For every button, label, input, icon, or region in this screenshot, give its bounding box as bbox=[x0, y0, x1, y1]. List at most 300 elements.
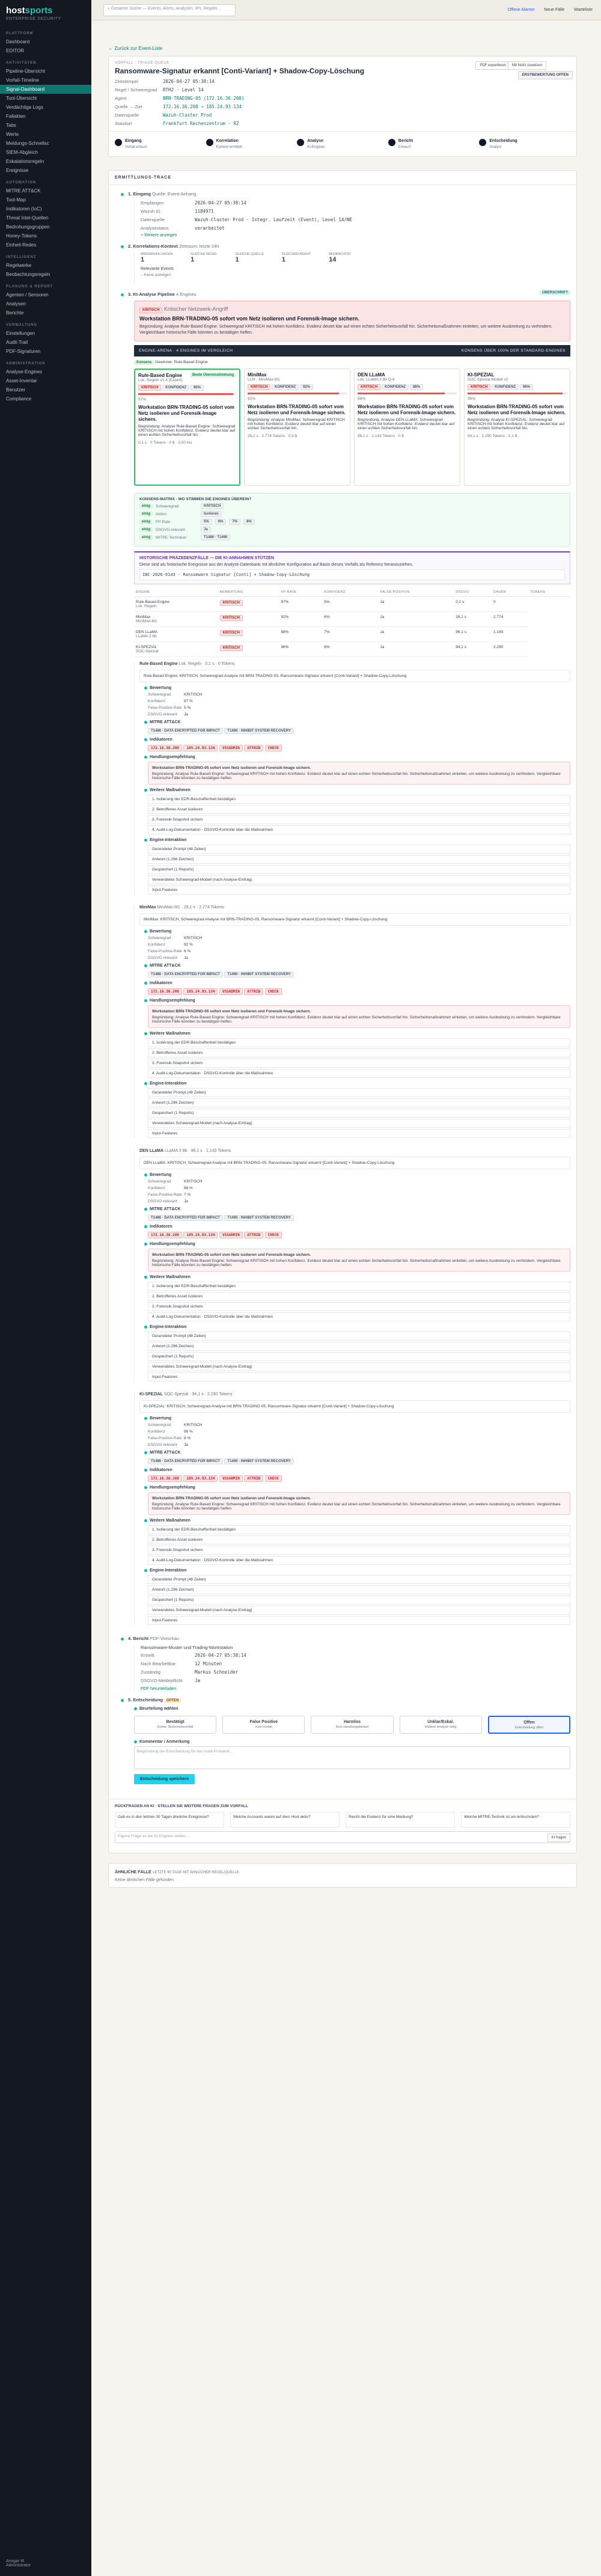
app-logo[interactable]: hostsports bbox=[6, 5, 53, 16]
interaction-item[interactable]: Input-Features bbox=[148, 1372, 570, 1381]
table-header: TOKENS bbox=[528, 588, 570, 597]
sidebar-item[interactable]: Indikatoren (IoC) bbox=[6, 206, 42, 212]
assign-button[interactable]: Mit Notiz zuweisen bbox=[508, 61, 546, 70]
mitre-tag[interactable]: T1490 · INHIBIT SYSTEM RECOVERY bbox=[224, 1215, 293, 1221]
sidebar-item[interactable]: PDF-Signaturen bbox=[6, 349, 41, 354]
measure-item: 3. Forensik-Snapshot sichern bbox=[148, 1059, 570, 1068]
consensus-row: einig Schweregrad KRITISCH bbox=[139, 503, 565, 509]
table-row[interactable]: DEN LLaMA LLaMA 3 8b KRITISCH 88% 7% Ja 96,1 s 1.143 bbox=[134, 627, 570, 642]
top-link-waitlist[interactable]: Warteliste bbox=[574, 8, 593, 12]
measures-list bbox=[148, 1525, 570, 1565]
section-interaktion: Engine-Interaktion bbox=[144, 1081, 570, 1086]
interaction-item[interactable]: Gespeichert (1 Reports) bbox=[148, 1352, 570, 1361]
confidence-bar bbox=[358, 393, 457, 394]
indicator-tag[interactable]: ATTRIB bbox=[244, 988, 263, 995]
indicator-tag[interactable]: ATTRIB bbox=[244, 1232, 263, 1238]
top-link-cases[interactable]: Neue Fälle bbox=[544, 8, 565, 12]
current-user[interactable]: Ansgar M. Administrator bbox=[6, 2559, 31, 2568]
table-header: KONFIDENZ bbox=[322, 588, 378, 597]
indicator-tag[interactable]: ATTRIB bbox=[244, 745, 263, 751]
engine-detail bbox=[134, 905, 570, 1138]
section-massnahmen: Weitere Maßnahmen bbox=[144, 1032, 570, 1036]
precedent-box: HISTORISCHE PRÄZEDENZFÄLLE — DIE KI-ANNAHMEN STÜTZEN Diese sind als historische Ereignisse aus der Analyse-Datenbank mit ähnlicher Konfiguration auf Basis dieses Vorfalls als Referenz heranzuziehen. INC-2026-0143 · Ransomware Signatur [Conti] + Shadow-Copy-Löschung bbox=[134, 551, 570, 584]
sidebar-item[interactable]: Einheit-Redes bbox=[6, 242, 37, 248]
step-sub: KI-Engines bbox=[307, 145, 325, 149]
sidebar-section-title: ADMINISTRATION bbox=[6, 362, 46, 366]
interaction-item[interactable]: Verwendetes Schweregrad-Modell (nach Analyse-Eintrag) bbox=[148, 1119, 570, 1128]
recommendation-box: Workstation BRN-TRADING-05 sofort vom Netz isolieren und Forensik-Image sichern. Begründung: Analyse Rule-Based Engine: Schweregrad KRITISCH mit hohen Konfidenz. Evidenz deutet klar auf einen echten Sicherheitsvorfall hin. Sicherheitsmaßnahmen einleiten, um weitere Ausbreitung zu verhindern. Vergleichbare historische Fälle könnten zu bestätigen helfen. bbox=[148, 1005, 570, 1028]
recommendation-box: Workstation BRN-TRADING-05 sofort vom Netz isolieren und Forensik-Image sichern. Begründung: Analyse Rule-Based Engine: Schweregrad KRITISCH mit hohen Konfidenz. Evidenz deutet klar auf einen echten Sicherheitsvorfall hin. Sicherheitsmaßnahmen einleiten, um weitere Ausbreitung zu verhindern. Vergleichbare historische Fälle könnten zu bestätigen helfen. bbox=[148, 762, 570, 785]
field-value: 2026-04-27 05:38:14 bbox=[163, 79, 215, 84]
engine-quote: KI-SPEZIAL: KRITISCH, Schweregrad-Analyse mit BRN-TRADING-05. Ransomware-Signatur erkannt [Conti-Variant] + Shadow-Copy-Löschung bbox=[139, 1400, 570, 1413]
sidebar-item[interactable]: Compliance bbox=[6, 396, 32, 402]
indicator-tag[interactable]: CHECK bbox=[265, 1475, 282, 1482]
comment-textarea[interactable]: Begründung der Entscheidung für das Audit-Protokoll… bbox=[134, 1746, 570, 1769]
section-handlung: Handlungsempfehlung bbox=[144, 999, 570, 1003]
engine-tag: KONFIDENZ bbox=[272, 384, 299, 390]
sidebar-item[interactable]: Tool-Übersicht bbox=[6, 96, 37, 101]
sidebar-item[interactable]: Pipeline-Übersicht bbox=[6, 69, 45, 74]
field-label: Zeitstempel bbox=[115, 79, 138, 84]
engine-tag: 92% bbox=[300, 384, 313, 390]
table-header: DSGVO bbox=[454, 588, 492, 597]
workflow-step[interactable] bbox=[115, 139, 206, 149]
top-link-alarms[interactable]: Offene Alarme bbox=[507, 8, 535, 12]
sidebar-item[interactable]: Meldungs-Schnellsc bbox=[6, 141, 49, 146]
recommendation-banner: KRITISCH Kritischer Netzwerk-Angriff Workstation BRN-TRADING-05 sofort vom Netz isolieren und Forensik-Image sichern. Begründung: Analyse Rule-Based Engine: Schweregrad KRITISCH mit hohen Konfidenz. Evidenz deutet klar auf einen echten Sicherheitsvorfall hin. Sicherheitsmaßnahmen einleiten, um weitere Ausbreitung zu verhindern. Vergleichbare historische Fälle könnten zu bestätigen helfen. bbox=[134, 301, 570, 341]
engine-card[interactable] bbox=[464, 369, 570, 486]
field-label: Regel / Schweregrad bbox=[115, 87, 157, 93]
interaction-item[interactable]: Input-Features bbox=[148, 1616, 570, 1625]
indicator-tag[interactable]: VSSADMIN bbox=[219, 988, 243, 995]
step-label: Entscheidung bbox=[489, 139, 517, 143]
engine-reason: Begründung: Analyse KI-SPEZIAL: Schweregrad KRITISCH mit hohen Konfidenz. Evidenz deutet klar auf einen echten Sicherheitsvorfall hin. bbox=[468, 418, 565, 430]
confidence-bar bbox=[138, 393, 236, 395]
section-mitre: MITRE ATT&CK bbox=[144, 964, 570, 968]
measure-item: 4. Audit-Log-Dokumentation · DSGVO-Kontrolle über die Maßnahmen bbox=[148, 825, 570, 834]
section-interaktion: Engine-Interaktion bbox=[144, 1325, 570, 1329]
field-value[interactable]: 172.16.36.208 → 185.24.93.134 bbox=[163, 104, 242, 109]
measure-item: 2. Betroffenes Asset isolieren bbox=[148, 1048, 570, 1057]
sidebar-section-title: PLANUNG & REPORT bbox=[6, 285, 53, 289]
indicator-tag[interactable]: 172.16.36.208 bbox=[148, 1232, 182, 1238]
measure-item: 2. Betroffenes Asset isolieren bbox=[148, 805, 570, 814]
korrelation-stat: BEOBACHTET 14 bbox=[329, 252, 352, 263]
sidebar-item[interactable]: Agenten / Sensoren bbox=[6, 292, 49, 298]
sidebar-item[interactable]: Ereignisse bbox=[6, 168, 29, 173]
comment-label: Kommentar / Anmerkung bbox=[134, 1740, 570, 1744]
bewertung-grid: Schweregrad KRITISCH Konfidenz 96 % False-Positive-Rate 8 % DSGVO-relevant Ja bbox=[148, 1423, 203, 1447]
indicator-tag[interactable]: VSSADMIN bbox=[219, 1475, 243, 1482]
engine-pct: 88% bbox=[358, 397, 366, 401]
engine-quote: DEN LLaMA: KRITISCH, Schweregrad-Analyse mit BRN-TRADING-05. Ransomware-Signatur erkannt [Conti-Variant] + Shadow-Copy-Löschung bbox=[139, 1157, 570, 1169]
mitre-tag[interactable]: T1490 · INHIBIT SYSTEM RECOVERY bbox=[224, 971, 293, 977]
confidence-bar bbox=[248, 393, 347, 394]
measure-item: 1. Isolierung der EDR-Beschaffenheit bestätigen bbox=[148, 795, 570, 804]
engine-card[interactable] bbox=[134, 369, 240, 486]
app-tagline: ENTERPRISE SECURITY bbox=[6, 17, 61, 21]
incident-header-card bbox=[108, 56, 577, 157]
recommendation-box: Workstation BRN-TRADING-05 sofort vom Netz isolieren und Forensik-Image sichern. Begründung: Analyse Rule-Based Engine: Schweregrad KRITISCH mit hohen Konfidenz. Evidenz deutet klar auf einen echten Sicherheitsvorfall hin. Sicherheitsmaßnahmen einleiten, um weitere Ausbreitung zu verhindern. Vergleichbare historische Fälle könnten zu bestätigen helfen. bbox=[148, 1492, 570, 1515]
step-label: Korrelation bbox=[216, 139, 239, 143]
field-label: Empfangen bbox=[141, 200, 164, 206]
sidebar-item[interactable]: Verdächtige Logs bbox=[6, 105, 43, 110]
workflow-step[interactable] bbox=[297, 139, 388, 149]
bewertung-grid: Schweregrad KRITISCH Konfidenz 92 % False-Positive-Rate 6 % DSGVO-relevant Ja bbox=[148, 936, 203, 960]
trace-eingang[interactable]: 1. Eingang Quelle: Event-Anhang bbox=[121, 191, 570, 197]
indicator-tag[interactable]: 172.16.36.208 bbox=[148, 1475, 182, 1482]
sidebar-item[interactable]: MITRE ATT&CK bbox=[6, 188, 41, 194]
indicator-tag[interactable]: ATTRIB bbox=[244, 1475, 263, 1482]
search-icon: ⌕ bbox=[108, 7, 111, 11]
indicator-tag[interactable]: 172.16.36.208 bbox=[148, 745, 182, 751]
field-label: Erstellt bbox=[141, 1653, 154, 1658]
field-label: Standort bbox=[115, 121, 132, 126]
engine-detail-header[interactable]: MiniMax MiniMax-M1 · 28,1 s · 2.774 Tokens bbox=[139, 905, 224, 910]
breadcrumb: VORFALL · TRIAGE-QUEUE bbox=[115, 61, 169, 65]
followup-suggestion[interactable]: Gab es in den letzten 30 Tagen ähnliche Ereignisse? bbox=[115, 1812, 224, 1828]
table-header: FP-RATE bbox=[279, 588, 322, 597]
sidebar-item[interactable]: Fallakten bbox=[6, 114, 26, 119]
workflow-step[interactable] bbox=[206, 139, 297, 149]
field-value: 12 Minuten bbox=[195, 1661, 222, 1666]
sidebar-item[interactable]: Vorfall-Timeline bbox=[6, 78, 39, 83]
interaction-item[interactable]: Gesendeter Prompt (48 Zeilen) bbox=[148, 1332, 570, 1341]
ask-ai-button[interactable]: KI fragen bbox=[548, 1834, 570, 1842]
global-search-input[interactable]: ⌕ Gesamte Suche — Events, Alerts, Analysen, IPs, Regeln… bbox=[103, 4, 236, 16]
interaction-item[interactable]: Antwort (1.296 Zeichen) bbox=[148, 855, 570, 864]
trace-korrelation[interactable]: 2. Korrelations-Kontext Zeitraum: letzte 24h bbox=[121, 243, 570, 249]
engine-tag: KRITISCH bbox=[248, 384, 270, 390]
workflow-stepper bbox=[109, 131, 576, 156]
section-bewertung: Bewertung bbox=[144, 1173, 570, 1177]
mitre-tag[interactable]: T1490 · INHIBIT SYSTEM RECOVERY bbox=[224, 728, 293, 734]
interaction-item[interactable]: Input-Features bbox=[148, 1129, 570, 1138]
measure-item: 1. Isolierung der EDR-Beschaffenheit bestätigen bbox=[148, 1525, 570, 1534]
field-value: 2026-04-27 05:38:14 bbox=[195, 200, 246, 206]
decision-options bbox=[134, 1716, 570, 1734]
field-value: Ja bbox=[195, 1678, 201, 1683]
indicator-tag[interactable]: VSSADMIN bbox=[219, 745, 243, 751]
engine-arena-bar: ENGINE-ARENA · 4 ENGINES IM VERGLEICH KONSENS ÜBER 100% DER STANDARD-ENGINES bbox=[134, 345, 570, 356]
indicator-tag[interactable]: VSSADMIN bbox=[219, 1232, 243, 1238]
interaction-item[interactable]: Antwort (1.296 Zeichen) bbox=[148, 1342, 570, 1351]
sidebar-item[interactable]: Tabs bbox=[6, 123, 16, 128]
mitre-tag[interactable]: T1486 · DATA ENCRYPTED FOR IMPACT bbox=[148, 971, 223, 977]
sidebar-item[interactable]: Werte bbox=[6, 132, 19, 137]
engine-detail bbox=[134, 1392, 570, 1625]
field-label: Quelle → Ziel bbox=[115, 104, 142, 109]
engine-tag: KRITISCH bbox=[138, 385, 161, 391]
trace-entscheidung[interactable]: 5. Entscheidung OFFEN bbox=[121, 1697, 570, 1703]
consensus-row: einig DSGVO-relevant Ja bbox=[139, 527, 565, 533]
interaction-item[interactable]: Gespeichert (1 Reports) bbox=[148, 1109, 570, 1118]
section-indikatoren: Indikatoren bbox=[144, 1225, 570, 1229]
followup-suggestion[interactable]: Welche Accounts waren auf dem Host aktiv? bbox=[230, 1812, 340, 1828]
step-dot bbox=[479, 139, 486, 146]
engine-detail bbox=[134, 662, 570, 895]
field-label: Datenquelle bbox=[141, 217, 165, 222]
sidebar-section-title: VERWALTUNG bbox=[6, 323, 38, 327]
measures-list bbox=[148, 795, 570, 834]
pdf-download-link[interactable]: PDF herunterladen bbox=[141, 1687, 177, 1691]
engine-sub: SOC-Spezial-Modell v2 bbox=[468, 378, 508, 382]
field-value: 2026-04-27 05:38:14 bbox=[195, 1653, 246, 1658]
interaction-item[interactable]: Gesendeter Prompt (48 Zeilen) bbox=[148, 1088, 570, 1097]
interaction-list bbox=[148, 1332, 570, 1381]
field-label: Agent bbox=[115, 96, 127, 101]
recommendation-box: Workstation BRN-TRADING-05 sofort vom Netz isolieren und Forensik-Image sichern. Begründung: Analyse Rule-Based Engine: Schweregrad KRITISCH mit hohen Konfidenz. Evidenz deutet klar auf einen echten Sicherheitsvorfall hin. Sicherheitsmaßnahmen einleiten, um weitere Ausbreitung zu verhindern. Vergleichbare historische Fälle könnten zu bestätigen helfen. bbox=[148, 1249, 570, 1271]
engine-sub: Lok. LLaMA 3 8b Q-4 bbox=[358, 378, 395, 382]
sidebar-item[interactable]: Bedrohungsgruppen bbox=[6, 224, 50, 230]
step-dot bbox=[297, 139, 304, 146]
consensus-row: einig FP-Rate 5% 6% 7% 8% bbox=[139, 519, 565, 525]
engine-tag: KONFIDENZ bbox=[382, 384, 409, 390]
indicator-tag[interactable]: 185.24.93.134 bbox=[183, 988, 218, 995]
indicator-tag[interactable]: 185.24.93.134 bbox=[183, 745, 218, 751]
section-mitre: MITRE ATT&CK bbox=[144, 720, 570, 724]
sidebar-item[interactable]: Honey-Tokens bbox=[6, 233, 37, 239]
measure-item: 4. Audit-Log-Dokumentation · DSGVO-Kontrolle über die Maßnahmen bbox=[148, 1312, 570, 1321]
main-content bbox=[91, 20, 601, 1888]
measure-item: 1. Isolierung der EDR-Beschaffenheit bestätigen bbox=[148, 1282, 570, 1291]
measure-item: 4. Audit-Log-Dokumentation · DSGVO-Kontrolle über die Maßnahmen bbox=[148, 1556, 570, 1565]
table-row[interactable]: Rule-Based Engine Lok. Regeln KRITISCH 97% 5% Ja 0,1 s 0 bbox=[134, 597, 570, 612]
sidebar-item[interactable]: Analyse-Engines bbox=[6, 369, 43, 375]
bewertung-grid: Schweregrad KRITISCH Konfidenz 88 % False-Positive-Rate 7 % DSGVO-relevant Ja bbox=[148, 1179, 203, 1204]
korrelation-stat: GLEICHE REGEL 1 bbox=[191, 252, 218, 263]
section-handlung: Handlungsempfehlung bbox=[144, 1485, 570, 1490]
interaction-item[interactable]: Gesendeter Prompt (48 Zeilen) bbox=[148, 845, 570, 854]
workflow-step[interactable] bbox=[479, 139, 570, 149]
engine-reason: Begründung: Analyse MiniMax: Schweregrad KRITISCH mit hohen Konfidenz. Evidenz deutet klar auf einen echten Sicherheitsvorfall hin. bbox=[248, 418, 345, 430]
consensus-row: einig MITRE-Techniken T1486 · T1490 bbox=[139, 534, 565, 540]
engine-detail-header[interactable]: Rule-Based Engine Lok. Regeln · 0,1 s · 0 Tokens bbox=[139, 662, 235, 666]
sidebar-item[interactable]: Benutzer bbox=[6, 387, 26, 393]
field-value[interactable]: BRN-TRADING-05 (172.16.36.208) bbox=[163, 96, 245, 101]
sidebar-item[interactable]: Asset-Inventar bbox=[6, 378, 37, 384]
sidebar-section-title: AKTIVITÄTEN bbox=[6, 61, 37, 65]
back-link[interactable]: ← Zurück zur Event-Liste bbox=[108, 46, 163, 51]
decision-option[interactable]: Offen Entscheidung offen bbox=[488, 1716, 570, 1734]
field-value: RTH2 · Level 14 bbox=[163, 87, 204, 93]
engine-reason: Begründung: Analyse DEN LLaMA: Schweregrad KRITISCH mit hohen Konfidenz. Evidenz deutet klar auf einen echten Sicherheitsvorfall hin. bbox=[358, 418, 455, 430]
sidebar-item[interactable]: Beobachtungsregeln bbox=[6, 272, 50, 277]
table-row[interactable]: MiniMax MiniMax-M1 KRITISCH 92% 6% Ja 28,1 s 2.774 bbox=[134, 612, 570, 627]
mitre-tag[interactable]: T1486 · DATA ENCRYPTED FOR IMPACT bbox=[148, 1458, 223, 1464]
engine-footer: 0,1 s · 0 Tokens · 0 $ · 0,00 ms bbox=[138, 441, 192, 445]
interaction-item[interactable]: Gespeichert (1 Reports) bbox=[148, 1595, 570, 1605]
sidebar-item[interactable]: Threat Intel-Quellen bbox=[6, 215, 49, 221]
sidebar-item[interactable]: Audit-Trail bbox=[6, 340, 28, 345]
field-value: 1184971 bbox=[195, 209, 214, 214]
measures-list bbox=[148, 1282, 570, 1321]
trace-ki-analyse[interactable]: 3. KI-Analyse Pipeline 4 Engines ÜBERSCHRIFT bbox=[121, 292, 570, 297]
measures-list bbox=[148, 1038, 570, 1078]
consensus-matrix: KONSENS-MATRIX · WO STIMMEN DIE ENGINES ÜBEREIN? einig Schweregrad KRITISCH einig Aktion Isolieren einig FP-Rate 5% 6% 7% 8% einig DSGVO-relevant Ja einig MITRE-Techniken T1486 · T1490 bbox=[134, 493, 570, 546]
sidebar-item[interactable]: Eskalationsregeln bbox=[6, 159, 44, 164]
interaction-item[interactable]: Antwort (1.296 Zeichen) bbox=[148, 1098, 570, 1107]
korrelation-stat: GLEICHER AGENT 1 bbox=[281, 252, 311, 263]
section-interaktion: Engine-Interaktion bbox=[144, 1568, 570, 1573]
sidebar-item[interactable]: Berichte bbox=[6, 310, 24, 316]
section-massnahmen: Weitere Maßnahmen bbox=[144, 788, 570, 792]
engine-tag: 96% bbox=[520, 384, 533, 390]
step-label: Analyse bbox=[307, 139, 324, 143]
sidebar-item[interactable]: Einstellungen bbox=[6, 331, 35, 336]
measure-item: 3. Forensik-Snapshot sichern bbox=[148, 1302, 570, 1311]
section-indikatoren: Indikatoren bbox=[144, 738, 570, 742]
mitre-tag[interactable]: T1486 · DATA ENCRYPTED FOR IMPACT bbox=[148, 728, 223, 734]
engine-quote: MiniMax: KRITISCH, Schweregrad-Analyse mit BRN-TRADING-05. Ransomware-Signatur erkannt [Conti-Variant] + Shadow-Copy-Löschung bbox=[139, 913, 570, 926]
section-handlung: Handlungsempfehlung bbox=[144, 755, 570, 759]
sidebar-item[interactable]: Dashboard bbox=[6, 39, 30, 44]
step-sub: Vorfall erfasst bbox=[125, 145, 147, 149]
section-indikatoren: Indikatoren bbox=[144, 1468, 570, 1472]
step-dot bbox=[115, 139, 122, 146]
engine-detail-header[interactable]: DEN LLaMA LLaMA 3 8b · 96,1 s · 1.143 Tokens bbox=[139, 1149, 231, 1153]
sidebar-item[interactable]: SIEM-Abgleich bbox=[6, 150, 38, 155]
field-value: verarbeitet bbox=[195, 225, 225, 231]
section-interaktion: Engine-Interaktion bbox=[144, 838, 570, 842]
engine-tag: KONFIDENZ bbox=[492, 384, 519, 390]
engine-footer: 28,1 s · 2.774 Tokens · 0,9 $ bbox=[248, 434, 297, 438]
measure-item: 3. Forensik-Snapshot sichern bbox=[148, 1546, 570, 1555]
decision-option[interactable]: Harmlos Kein Handlungsbedarf bbox=[311, 1716, 393, 1734]
section-massnahmen: Weitere Maßnahmen bbox=[144, 1519, 570, 1523]
section-massnahmen: Weitere Maßnahmen bbox=[144, 1275, 570, 1279]
engine-grid bbox=[121, 365, 570, 489]
interaction-item[interactable]: Gespeichert (1 Reports) bbox=[148, 865, 570, 874]
mitre-tag[interactable]: T1486 · DATA ENCRYPTED FOR IMPACT bbox=[148, 1215, 223, 1221]
field-label: Wazuh ID bbox=[141, 209, 160, 214]
field-label: Nach Bearbeitbar bbox=[141, 1661, 176, 1666]
followup-input[interactable]: Eigene Frage an die KI-Engines stellen… bbox=[115, 1831, 570, 1843]
field-label: Analysestatus bbox=[141, 225, 169, 231]
mitre-tag[interactable]: T1490 · INHIBIT SYSTEM RECOVERY bbox=[224, 1458, 293, 1464]
related-events[interactable]: Relevante Events bbox=[141, 267, 174, 271]
ki-badge[interactable]: ÜBERSCHRIFT bbox=[540, 290, 570, 295]
section-bewertung: Bewertung bbox=[144, 929, 570, 934]
section-bewertung: Bewertung bbox=[144, 1416, 570, 1421]
table-header: FALSE-POSITIVE bbox=[378, 588, 454, 597]
step-sub: Kontext ermittelt bbox=[216, 145, 242, 149]
sidebar-item[interactable]: Analysen bbox=[6, 301, 26, 307]
topbar bbox=[91, 0, 601, 20]
step-sub: Analyst bbox=[489, 145, 502, 149]
table-header: BEWERTUNG bbox=[218, 588, 279, 597]
decision-option[interactable]: Unklar/Eskal. Weitere Analyse nötig bbox=[400, 1716, 482, 1734]
sidebar-item[interactable]: Signal-Dashboard bbox=[0, 85, 91, 94]
followup-section: RÜCKFRAGEN AN KI · STELLEN SIE WEITERE FRAGEN ZUM VORFALL Gab es in den letzten 30 Tagen ähnliche Ereignisse? Welche Accounts waren auf dem Host aktiv? Reicht die Evidenz für eine Meldung? Welche MITRE-Technik ist am kritischsten? Eigene Frage an die KI-Engines stellen… KI fragen bbox=[109, 1799, 576, 1853]
indicator-tag[interactable]: 185.24.93.134 bbox=[183, 1475, 218, 1482]
measure-item: 2. Betroffenes Asset isolieren bbox=[148, 1292, 570, 1301]
engine-recommendation: Workstation BRN-TRADING-05 sofort vom Netz isolieren und Forensik-Image sichern. bbox=[248, 404, 346, 415]
section-mitre: MITRE ATT&CK bbox=[144, 1207, 570, 1211]
field-value: Frankfurt Rechenzentrum · RZ bbox=[163, 121, 239, 126]
top-links bbox=[508, 8, 593, 12]
field-label: DSGVO-Meldepflicht bbox=[141, 1678, 183, 1683]
engine-footer: 96,1 s · 1.143 Tokens · 0 $ bbox=[358, 434, 404, 438]
engine-name: DEN LLaMA bbox=[358, 372, 385, 378]
indicator-tag[interactable]: 185.24.93.134 bbox=[183, 1232, 218, 1238]
engine-tag: KRITISCH bbox=[468, 384, 490, 390]
confidence-bar bbox=[468, 393, 567, 394]
engine-detail-header[interactable]: KI-SPEZIAL SOC-Spezial · 94,1 s · 2.290 Tokens bbox=[139, 1392, 233, 1397]
interaction-item[interactable]: Input-Features bbox=[148, 886, 570, 895]
show-more-link[interactable]: + Weitere anzeigen bbox=[141, 233, 177, 237]
incident-fields bbox=[115, 79, 570, 126]
similar-cases-card: ÄHNLICHE FÄLLE LETZTE 90 TAGE MIT ÄHNLICHER REGEL/QUELLE Keine ähnlichen Fälle gefunden. bbox=[108, 1863, 577, 1888]
measure-item: 2. Betroffenes Asset isolieren bbox=[148, 1535, 570, 1544]
field-value[interactable]: Wazuh-Cluster Prod bbox=[163, 112, 212, 118]
engine-reason: Begründung: Analyse Rule-Based Engine: Schweregrad KRITISCH mit hohen Konfidenz. Evidenz deutet klar auf einen echten Sicherheitsvorfall hin. bbox=[138, 424, 236, 437]
indicator-tag[interactable]: 172.16.36.208 bbox=[148, 988, 182, 995]
winner-badge: Beste Übereinstimmung bbox=[190, 373, 236, 378]
sidebar-item[interactable]: EDITOR bbox=[6, 48, 25, 54]
interaction-list bbox=[148, 845, 570, 895]
indicator-tag[interactable]: CHECK bbox=[265, 745, 282, 751]
decision-question: Beurteilung wählen bbox=[134, 1707, 570, 1711]
sidebar-item[interactable]: Tool-Map bbox=[6, 197, 26, 203]
step-dot bbox=[388, 139, 395, 146]
section-mitre: MITRE ATT&CK bbox=[144, 1451, 570, 1455]
field-label: Datenquelle bbox=[115, 112, 139, 118]
field-value: Markus Schneider bbox=[195, 1669, 239, 1675]
engine-card[interactable] bbox=[244, 369, 350, 486]
sidebar-section-title: INTELLIGENZ bbox=[6, 255, 37, 259]
engine-sub: LLM · MiniMax-M1 bbox=[248, 378, 280, 382]
engine-card[interactable] bbox=[354, 369, 460, 486]
sidebar-section-title: AUTOMATION bbox=[6, 181, 37, 185]
engine-pct: 97% bbox=[138, 397, 147, 402]
interaction-item[interactable]: Verwendetes Schweregrad-Modell (nach Analyse-Eintrag) bbox=[148, 875, 570, 884]
step-label: Eingang bbox=[125, 139, 142, 143]
engine-tag: KRITISCH bbox=[358, 384, 380, 390]
indicator-tag[interactable]: CHECK bbox=[265, 1232, 282, 1238]
sidebar-item[interactable]: Regelwerke bbox=[6, 263, 32, 268]
engine-pct: 92% bbox=[248, 397, 256, 401]
decision-option[interactable]: Bestätigt Echter Sicherheitsvorfall bbox=[134, 1716, 216, 1734]
interaction-item[interactable]: Verwendetes Schweregrad-Modell (nach Analyse-Eintrag) bbox=[148, 1606, 570, 1615]
save-decision-button[interactable]: Entscheidung speichern bbox=[134, 1774, 195, 1784]
bewertung-grid: Schweregrad KRITISCH Konfidenz 97 % False-Positive-Rate 5 % DSGVO-relevant Ja bbox=[148, 693, 203, 717]
section-indikatoren: Indikatoren bbox=[144, 981, 570, 985]
field-value: Wazuh-Cluster Prod · Integr. Laufzeit (Event), Level 14/NE bbox=[195, 217, 352, 222]
interaction-item[interactable]: Gesendeter Prompt (48 Zeilen) bbox=[148, 1575, 570, 1584]
followup-suggestion[interactable]: Welche MITRE-Technik ist am kritischsten? bbox=[461, 1812, 570, 1828]
workflow-step[interactable] bbox=[388, 139, 480, 149]
followup-suggestion[interactable]: Reicht die Evidenz für eine Meldung? bbox=[346, 1812, 455, 1828]
decision-option[interactable]: False Positive Kein Vorfall bbox=[222, 1716, 305, 1734]
engine-detail bbox=[134, 1149, 570, 1381]
engine-tag: 88% bbox=[410, 384, 423, 390]
table-row[interactable]: KI-SPEZIAL SOC-Spezial KRITISCH 96% 8% Ja 94,1 s 2.290 bbox=[134, 642, 570, 657]
engine-footer: 94,1 s · 2.290 Tokens · 0,1 $ bbox=[468, 434, 517, 438]
interaction-list bbox=[148, 1575, 570, 1625]
status-button[interactable]: ERSTBEWERTUNG OFFEN bbox=[518, 71, 573, 79]
engine-recommendation: Workstation BRN-TRADING-05 sofort vom Netz isolieren und Forensik-Image sichern. bbox=[138, 405, 234, 422]
interaction-item[interactable]: Antwort (1.296 Zeichen) bbox=[148, 1585, 570, 1594]
engine-name: MiniMax bbox=[248, 372, 267, 378]
sidebar bbox=[0, 0, 91, 2576]
indicator-tag[interactable]: CHECK bbox=[265, 988, 282, 995]
interaction-item[interactable]: Verwendetes Schweregrad-Modell (nach Analyse-Eintrag) bbox=[148, 1362, 570, 1371]
export-pdf-button[interactable]: PDF exportieren bbox=[475, 61, 510, 70]
trace-bericht[interactable]: 4. Bericht PDF-Vorschau bbox=[121, 1636, 570, 1641]
sidebar-section-title: PLATTFORM bbox=[6, 32, 34, 35]
field-label: Zuständig bbox=[141, 1669, 160, 1675]
